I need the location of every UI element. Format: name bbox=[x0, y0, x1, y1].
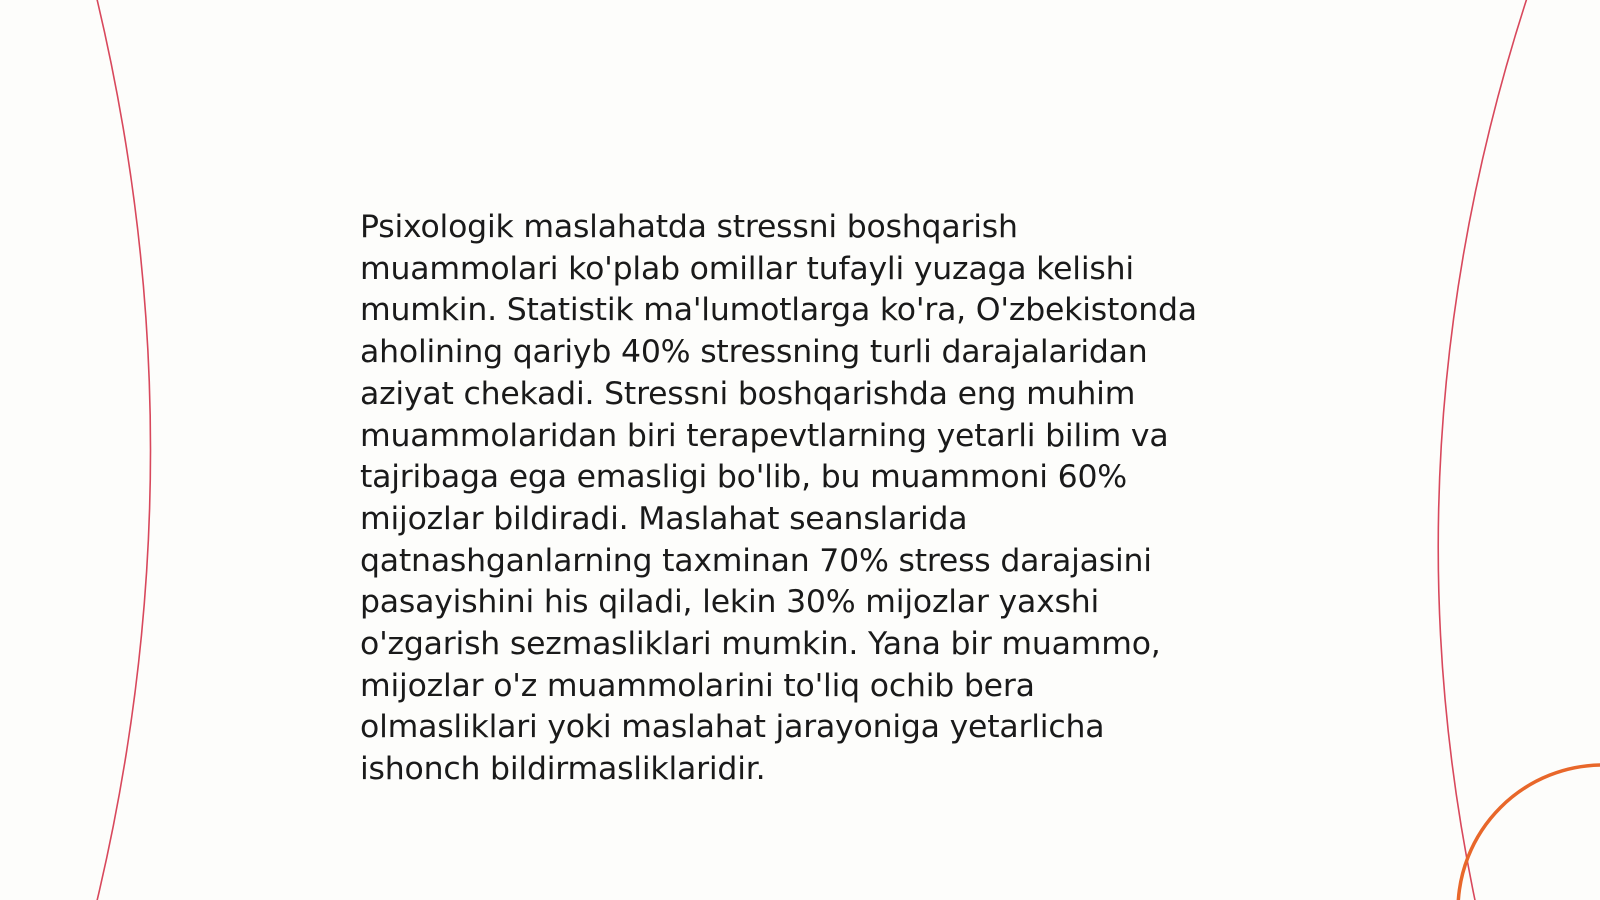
orange-arc bbox=[1458, 765, 1600, 900]
body-paragraph: Psixologik maslahatda stressni boshqarish muammolari ko'plab omillar tufayli yuzaga kelishi mumkin. Statistik ma'lumotlarga ko'ra, O'zbekistonda aholining qariyb 40% stressning turli darajalaridan aziyat chekadi. Stressni boshqarishda eng muhim muammolaridan biri terapevtlarning yetarli bilim va tajribaga ega emasligi bo'lib, bu muammoni 60% mijozlar bildiradi. Maslahat seanslarida qatnashganlarning taxminan 70% stress darajasini pasayishini his qiladi, lekin 30% mijozlar yaxshi o'zgarish sezmasliklari mumkin. Yana bir muammo, mijozlar o'z muammolarini to'liq ochib bera olmasliklari yoki maslahat jarayoniga yetarlicha ishonch bildirmasliklaridir. bbox=[360, 209, 1197, 788]
right-curve-line bbox=[1438, 0, 1528, 900]
left-curve-line bbox=[96, 0, 151, 900]
